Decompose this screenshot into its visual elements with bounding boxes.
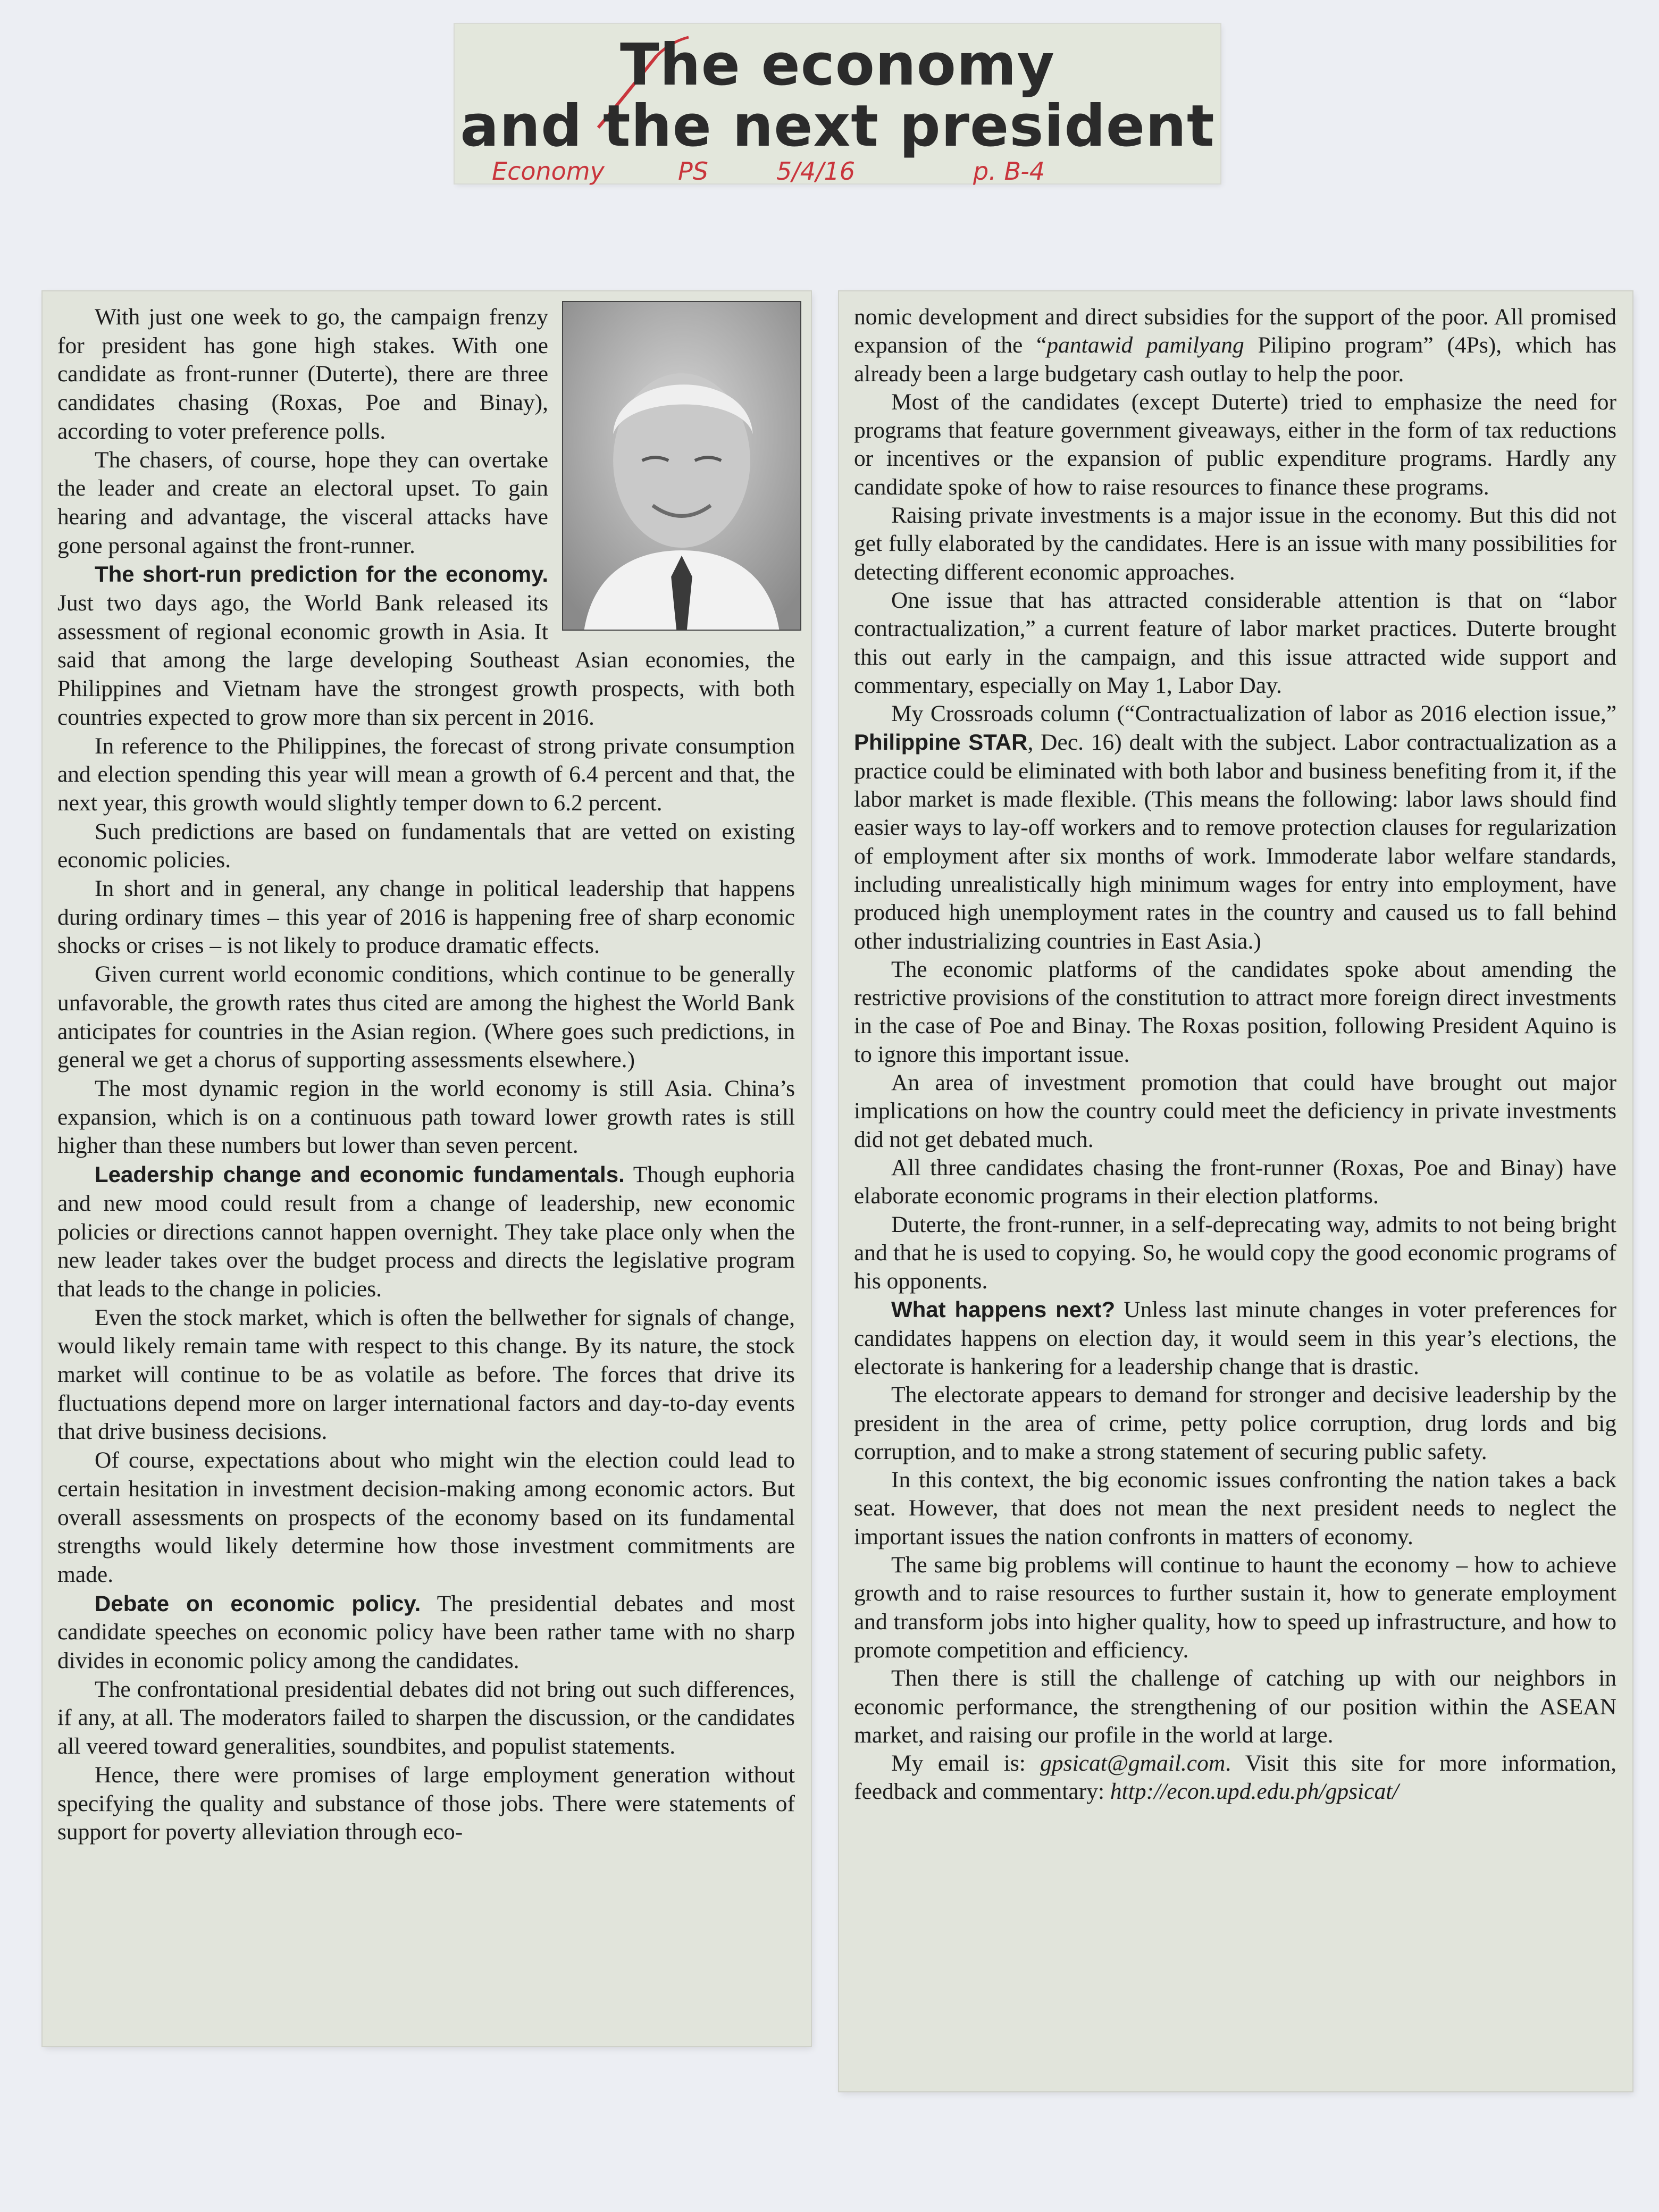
paragraph-text: nomic development and direct subsidies for the support of the poor. All promised expansion of the “ — [854, 304, 1616, 358]
paragraph-text: Of course, expectations about who might win the election could lead to certain hesitation in investment decision-making among economic actors. But overall assessments on prospects of the economy based on its fundamental strengths would likely determine how those investment commitments are made. — [57, 1447, 795, 1587]
paragraph-text: My email is: — [891, 1750, 1041, 1777]
paragraph-text: The same big problems will continue to haunt the economy – how to achieve growth and to raise resources to further sustain it, how to generate employment and transform jobs into higher quality, how to speed up infrastructure, and how to promote competition and efficiency. — [854, 1552, 1616, 1663]
paragraph-text: . Visit this site for more information, feedback and commentary: — [854, 1750, 1616, 1805]
article-paragraph — [854, 1466, 1616, 1551]
paragraph-text: Though euphoria and new mood could result from a change of leadership, new economic policies or directions cannot happen overnight. They take place only when the new leader takes over the budget process and directs the legislative program that leads to the change in policies. — [57, 1162, 795, 1302]
author-portrait-icon — [562, 301, 801, 631]
paragraph-text: Raising private investments is a major issue in the economy. But this did not get fully elaborated by the candidates. Here is an issue with many possibilities for detecting different economic approaches. — [854, 502, 1616, 585]
paragraph-text: Such predictions are based on fundamentals that are vetted on existing economic policies. — [57, 818, 795, 873]
paragraph-text: The chasers, of course, hope they can overtake the leader and create an electoral upset. To gain hearing and advantage, the visceral attacks have gone personal against the front-runner. — [57, 447, 548, 558]
italic-text: http://econ.upd.edu.ph/gpsicat/ — [1110, 1779, 1399, 1805]
article-paragraph — [854, 700, 1616, 956]
italic-text: pantawid pamilyang — [1046, 332, 1244, 358]
section-heading: What happens next? — [891, 1297, 1116, 1322]
article-paragraph — [854, 956, 1616, 1069]
paragraph-text: With just one week to go, the campaign frenzy for president has gone high stakes. With one candidate as front-runner (Duterte), there are three candidates chasing (Roxas, Poe and Binay), according to voter preference polls. — [57, 304, 548, 444]
article-paragraph — [57, 1761, 795, 1847]
paragraph-text: An area of investment promotion that could have brought out major implications on how the country could meet the deficiency in private investments did not get debated much. — [854, 1070, 1616, 1152]
paragraph-text: Duterte, the front-runner, in a self-deprecating way, admits to not being bright and that he is used to copying. So, he would copy the good economic programs of his opponents. — [854, 1211, 1616, 1294]
article-paragraph — [57, 960, 795, 1075]
article-paragraph — [854, 501, 1616, 586]
article-paragraph — [57, 1075, 795, 1160]
paragraph-text: All three candidates chasing the front-runner (Roxas, Poe and Binay) have elaborate economic programs in their election platforms. — [854, 1154, 1616, 1209]
article-paragraph — [57, 818, 795, 875]
publication-name: Philippine STAR — [854, 730, 1028, 755]
paragraph-text: Even the stock market, which is often the bellwether for signals of change, would likely remain tame with respect to this change. By its nature, the stock market will continue to be as volatile as before. The forces that drive its fluctuations depend more on larger international factors and day-to-day events that drive business decisions. — [57, 1304, 795, 1445]
paragraph-text: In reference to the Philippines, the forecast of strong private consumption and election spending this year will mean a growth of 6.4 percent and that, the next year, this growth would slightly temper down to 6.2 percent. — [57, 733, 795, 816]
article-paragraph — [854, 1551, 1616, 1664]
headline-line-1: The economy — [620, 32, 1055, 98]
right-column-body — [854, 303, 1616, 1806]
article-paragraph — [854, 1069, 1616, 1154]
annotation-section: Economy — [492, 157, 605, 186]
article-paragraph — [57, 732, 795, 818]
annotation-date: 5/4/16 — [776, 157, 856, 186]
article-paragraph — [854, 1211, 1616, 1296]
paragraph-text: Pilipino program” (4Ps), which has already been a large budgetary cash outlay to help the poor. — [854, 332, 1616, 387]
article-paragraph — [57, 1675, 795, 1761]
paragraph-text: Just two days ago, the World Bank released its assessment of regional economic growth in Asia. It said that among the large developing Southeast Asian economies, the Philippines and Vietnam have the strongest growth prospects, with both countries expected to grow more than six percent in 2016. — [57, 590, 795, 730]
annotation-page: p. B-4 — [973, 157, 1045, 186]
article-paragraph — [854, 586, 1616, 700]
article-paragraph — [854, 1381, 1616, 1466]
article-paragraph — [854, 1664, 1616, 1749]
paragraph-text: The confrontational presidential debates did not bring out such differences, if any, at all. The moderators failed to sharpen the discussion, or the candidates all veered toward generalities, soundbites, and populist statements. — [57, 1676, 795, 1759]
paragraph-text: The economic platforms of the candidates spoke about amending the restrictive provisions of the constitution to attract more foreign direct investments in the case of Poe and Binay. The Roxas position, following President Aquino is to ignore this important issue. — [854, 956, 1616, 1067]
article-paragraph — [854, 1295, 1616, 1381]
paragraph-text: Unless last minute changes in voter preferences for candidates happens on election day, it would seem in this year’s elections, the electorate is hankering for a leadership change that is drastic. — [854, 1297, 1616, 1379]
paragraph-text: Hence, there were promises of large employment generation without specifying the quality and substance of those jobs. There were statements of support for poverty alleviation through eco- — [57, 1762, 795, 1845]
paragraph-text: Most of the candidates (except Duterte) tried to emphasize the need for programs that feature government giveaways, either in the form of tax reductions or incentives or the expansion of public expenditure programs. Hardly any candidate spoke of how to raise resources to finance these programs. — [854, 389, 1616, 500]
paragraph-text: My Crossroads column (“Contractualization of labor as 2016 election issue,” — [891, 701, 1616, 727]
handwritten-annotation — [455, 157, 1220, 186]
article-paragraph — [854, 1749, 1616, 1806]
paragraph-text: The electorate appears to demand for stronger and decisive leadership by the president in the area of crime, petty police corruption, drug lords and big corruption, and to make a strong statement of securing public safety. — [854, 1382, 1616, 1464]
article-paragraph — [57, 1446, 795, 1589]
headline-clipping — [455, 24, 1220, 186]
paragraph-text: In this context, the big economic issues confronting the nation takes a back seat. However, that does not mean the next president needs to neglect the important issues the nation confronts in matters of economy. — [854, 1467, 1616, 1549]
paragraph-text: , Dec. 16) dealt with the subject. Labor contractualization as a practice could be eliminated with both labor and business benefiting from it, if the labor market is made flexible. (This means the following: labor laws should find easier ways to lay-off workers and to remove protection clauses for regularization of employment after six months of work. Immoderate labor welfare standards, including unrealistically high minimum wages for entry into employment, have produced high unemployment rates in the country and caused us to fall behind other industrializing countries in East Asia.) — [854, 730, 1616, 954]
headline — [455, 32, 1220, 160]
article-paragraph — [854, 1154, 1616, 1211]
article-column-left — [43, 291, 811, 2046]
article-paragraph — [854, 303, 1616, 388]
paragraph-text: The most dynamic region in the world economy is still Asia. China’s expansion, which is on a continuous path toward lower growth rates is still higher than these numbers but lower than seven percent. — [57, 1075, 795, 1159]
headline-line-2: and the next president — [460, 93, 1215, 160]
paragraph-text: In short and in general, any change in political leadership that happens during ordinary times – this year of 2016 is happening free of sharp economic shocks or crises – is not likely to produce dramatic effects. — [57, 876, 795, 959]
article-paragraph — [57, 1589, 795, 1675]
paragraph-text: One issue that has attracted considerable attention is that on “labor contractualization,” a current feature of labor market practices. Duterte brought this out early in the campaign, and this issue attracted wide support and commentary, especially on May 1, Labor Day. — [854, 587, 1616, 698]
article-paragraph — [854, 388, 1616, 501]
article-paragraph — [57, 1160, 795, 1304]
article-column-right — [839, 291, 1632, 2091]
article-paragraph — [57, 1304, 795, 1447]
paragraph-text: Given current world economic conditions, which continue to be generally unfavorable, the growth rates thus cited are among the highest the World Bank anticipates for countries in the Asian region. (Where goes such predictions, in general we get a chorus of supporting assessments elsewhere.) — [57, 961, 795, 1073]
section-heading: Debate on economic policy. — [95, 1590, 421, 1616]
annotation-source: PS — [678, 157, 708, 186]
section-heading: Leadership change and economic fundamentals. — [95, 1162, 625, 1187]
paragraph-text: The presidential debates and most candidate speeches on economic policy have been rather tame with no sharp divides in economic policy among the candidates. — [57, 1590, 795, 1674]
paragraph-text: Then there is still the challenge of catching up with our neighbors in economic performance, the strengthening of our position within the ASEAN market, and raising our profile in the world at large. — [854, 1665, 1616, 1748]
italic-text: gpsicat@gmail.com — [1040, 1750, 1226, 1777]
section-heading: The short-run prediction for the economy. — [95, 562, 548, 587]
article-paragraph — [57, 875, 795, 960]
